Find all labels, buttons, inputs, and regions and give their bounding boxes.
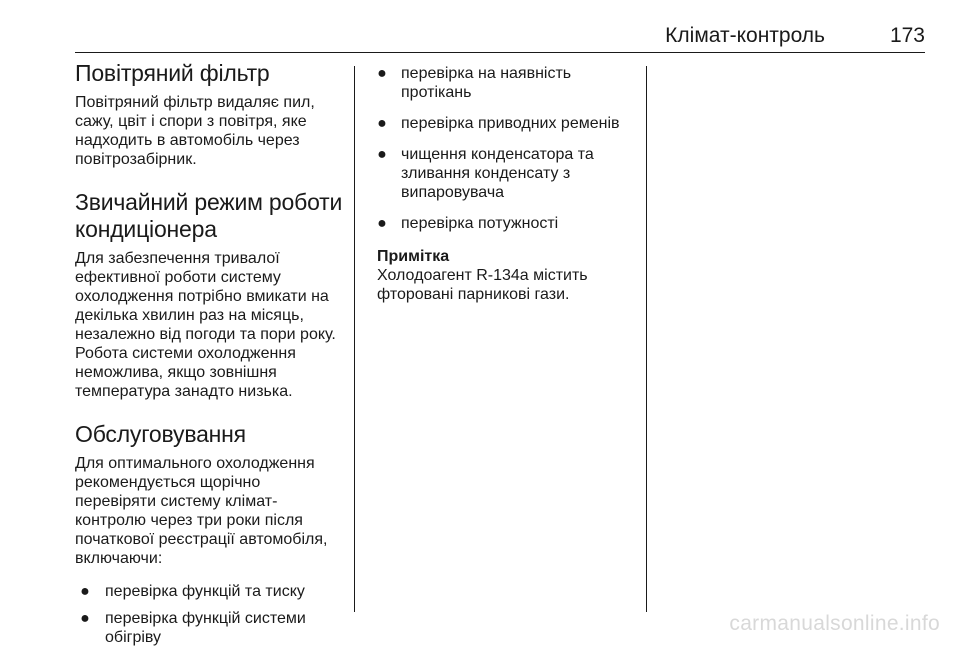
- column-divider: [354, 66, 355, 612]
- middle-column: [375, 64, 640, 304]
- service-list-continued: [375, 64, 640, 233]
- left-column: [75, 60, 343, 667]
- list-item-text: перевірка функцій системи обігріву: [105, 610, 306, 646]
- list-item: [375, 145, 640, 202]
- note-box: [377, 247, 640, 304]
- list-item: [75, 582, 343, 601]
- page-number: 173: [889, 24, 925, 47]
- list-item-text: чищення конденсатора та зливання конденсату з випаровувача: [401, 146, 594, 201]
- column-divider-right: [646, 66, 647, 612]
- section-title: Обслуговування: [75, 421, 246, 447]
- list-item: [75, 609, 343, 647]
- bullet-icon: ●: [377, 115, 387, 132]
- section-body: Для забезпечення тривалої ефективної роботи систему охолодження потрібно вмикати на декілька хвилин раз на місяць, незалежно від погоди та пори року. Робота системи охолодження неможлива, якщо зовнішня температура занадто низька.: [75, 250, 336, 400]
- section-title: Повітряний фільтр: [75, 60, 270, 86]
- bullet-icon: ●: [377, 146, 387, 163]
- bullet-icon: ●: [377, 215, 387, 232]
- header-rule: [75, 52, 925, 53]
- list-item-text: перевірка потужності: [401, 215, 559, 232]
- list-item: [375, 114, 640, 133]
- bullet-icon: ●: [80, 583, 90, 600]
- service-list: [75, 582, 343, 647]
- section-service: [75, 421, 343, 647]
- section-air-filter: [75, 60, 343, 169]
- section-body: Повітряний фільтр видаляє пил, сажу, цвіт і спори з повітря, яке надходить в автомобіль через повітрозабірник.: [75, 94, 315, 168]
- bullet-icon: ●: [80, 610, 90, 627]
- bullet-icon: ●: [377, 65, 387, 82]
- section-title: Звичайний режим роботи кондиціонера: [75, 189, 343, 242]
- section-name: Клімат-контроль: [665, 24, 825, 47]
- section-body: Для оптимального охолодження рекомендується щорічно перевіряти систему клімат-контролю через три роки після початкової реєстрації автомобіля, включаючи:: [75, 455, 328, 567]
- list-item-text: перевірка на наявність протікань: [401, 65, 572, 101]
- watermark: carmanualsonline.info: [729, 612, 940, 635]
- list-item-text: перевірка приводних ременів: [401, 115, 620, 132]
- page-header: [75, 22, 925, 52]
- list-item: [375, 214, 640, 233]
- note-text: Холодоагент R-134a містить фторовані парникові гази.: [377, 267, 588, 303]
- list-item-text: перевірка функцій та тиску: [105, 583, 305, 600]
- note-title: Примітка: [377, 248, 450, 265]
- section-ac-mode: [75, 189, 343, 401]
- list-item: [375, 64, 640, 102]
